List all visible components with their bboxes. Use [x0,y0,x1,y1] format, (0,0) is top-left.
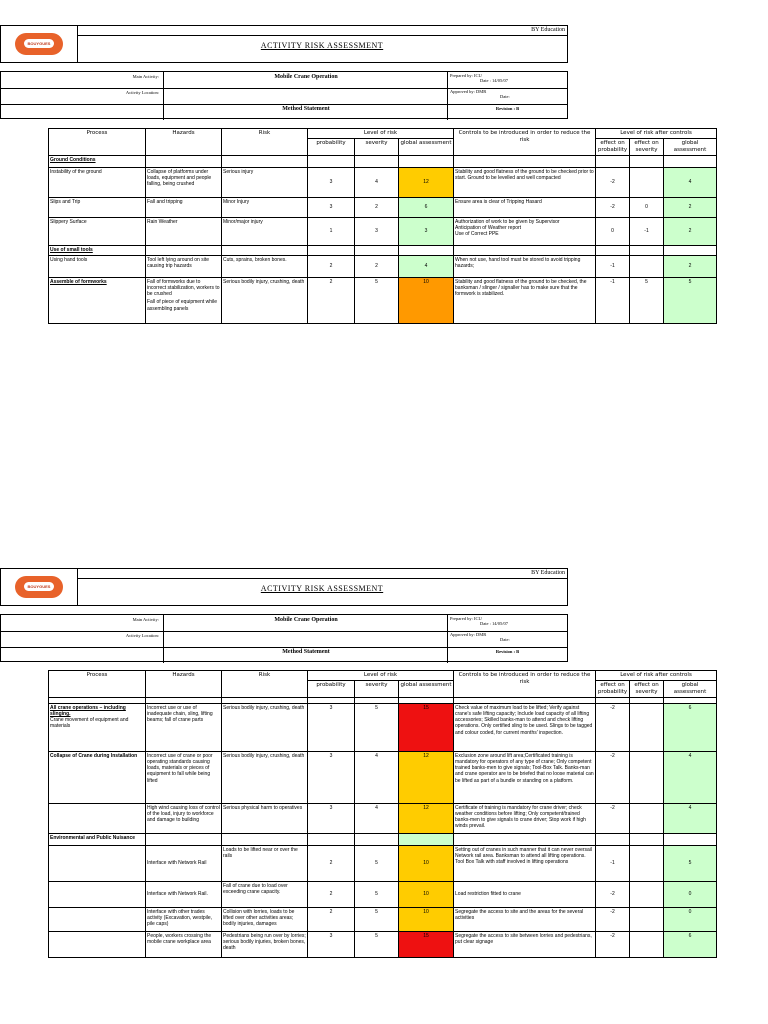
global-cell: 6 [399,197,454,217]
after-global-cell: 2 [664,217,717,245]
document-title: ACTIVITY RISK ASSESSMENT [260,584,384,593]
section-title: Ground Conditions [49,155,146,167]
info-row-activity [1,72,567,89]
col-global-after: global assessment [664,680,717,697]
probability-cell: 3 [308,931,355,957]
severity-cell: 4 [355,803,399,833]
col-global: global assessment [399,680,454,697]
effect-probability-cell: -2 [596,197,630,217]
hazard-cell [146,277,222,323]
header-box [0,25,568,63]
approved-date: Date: [500,94,510,99]
hazard-cell: Tool left lying around on site causing trip hazards [146,255,222,277]
severity-cell: 3 [355,217,399,245]
header-box [0,568,568,606]
info-row-method [1,647,567,663]
col-global: global assessment [399,138,454,155]
hazard-cell: Fall and tripping [146,197,222,217]
col-effect-severity: effect on severity [630,138,664,155]
divider [77,578,567,579]
hazard-cell: People, workers crossing the mobile crane workplace area [146,931,222,957]
approved-date: Date: [500,637,510,642]
controls-cell: Ensure area is clear of Tripping Hasard [454,197,596,217]
main-activity: Mobile Crane Operation [274,617,338,623]
table-row [49,155,717,167]
table-row [49,255,717,277]
org-name: BY Education [531,27,565,33]
probability-cell: 2 [308,277,355,323]
severity-cell: 5 [355,881,399,907]
prepared-by: Prepared by: ICU [450,73,482,78]
section-title: All crane operations – including slinging. [50,704,126,717]
process-cell: Instability of the ground [49,167,146,197]
risk-cell: Loads to be lifted near or over the rails [222,845,308,881]
col-level-of-risk: Level of risk [308,671,454,681]
logo-text: BOUYGUES [24,582,54,591]
process-cell [49,703,146,751]
process-cell: Assemble of formworks [49,277,146,323]
effect-probability-cell: -2 [596,907,630,931]
global-cell: 3 [399,217,454,245]
logo-cell [1,26,78,62]
effect-probability-cell: -1 [596,277,630,323]
severity-cell: 5 [355,907,399,931]
table-row [49,751,717,803]
hazard-cell: Interface with Network Rail. [146,881,222,907]
effect-probability-cell: -2 [596,931,630,957]
process-cell [49,803,146,833]
logo-text: BOUYGUES [24,39,54,48]
col-risk: Risk [222,671,308,698]
info-box [0,71,568,119]
probability-cell: 1 [308,217,355,245]
prepared-date: Date : 14/05/07 [480,621,508,626]
hazard-cell: High wind causing loss of control of the load, injury to workforce and damage to building [146,803,222,833]
severity-cell: 2 [355,197,399,217]
after-global-cell: 6 [664,703,717,751]
table-row [49,833,717,845]
effect-severity-cell [630,803,664,833]
hazard-cell: Collapse of platforms under loads, equipment and people falling, being crushed [146,167,222,197]
main-activity-label: Main Activity: [132,617,159,622]
severity-cell: 4 [355,167,399,197]
activity-location-label: Activity Location: [125,633,159,638]
global-cell: 12 [399,751,454,803]
process-cell [49,881,146,907]
process-cell: Collapse of Crane during Installation [49,751,146,803]
effect-severity-cell [630,845,664,881]
after-global-cell: 4 [664,751,717,803]
probability-cell: 3 [308,197,355,217]
effect-probability-cell: -2 [596,167,630,197]
process-cell: Slips and Trip [49,197,146,217]
probability-cell: 2 [308,907,355,931]
after-global-cell: 5 [664,277,717,323]
effect-severity-cell [630,751,664,803]
col-probability: probability [308,138,355,155]
info-row-location [1,88,567,105]
risk-cell: Serious bodily injury, crushing, death [222,751,308,803]
org-name: BY Education [531,570,565,576]
table-row [49,217,717,245]
controls-cell: Load restriction fitted to crane [454,881,596,907]
risk-table-1 [48,128,717,324]
controls-cell: Setting out of cranes in such manner that it can never oversail Network rail area. Banksman to attend all lifting operations. Tool Box Talk with staff involved in lifting operations [454,845,596,881]
process-cell: Using hand tools [49,255,146,277]
method-statement: Method Statement [282,649,330,655]
main-activity: Mobile Crane Operation [274,74,338,80]
approved-by: Approved by: DMR [450,89,487,94]
col-after-controls: Level of risk after controls [596,129,717,139]
col-severity: severity [355,138,399,155]
after-global-cell: 2 [664,197,717,217]
global-cell: 10 [399,845,454,881]
process-cell [49,845,146,881]
activity-location-label: Activity Location: [125,90,159,95]
after-global-cell: 4 [664,803,717,833]
effect-probability-cell: -2 [596,751,630,803]
global-cell: 12 [399,803,454,833]
process-cell [49,931,146,957]
global-cell: 10 [399,277,454,323]
probability-cell: 2 [308,255,355,277]
risk-table-2 [48,670,717,958]
hazard-cell: Interface with Network Rail [146,845,222,881]
table-row [49,703,717,751]
revision: Revision : B [447,104,567,120]
info-row-method [1,104,567,120]
after-global-cell: 0 [664,907,717,931]
hazard-cell: Incorrect use or use of inadequate chain, sling, lifting beams; fall of crane parts [146,703,222,751]
company-logo [15,33,63,55]
probability-cell: 3 [308,803,355,833]
col-severity: severity [355,680,399,697]
table-row [49,197,717,217]
process-cell: Slippery Surface [49,217,146,245]
col-controls: Controls to be introduced in order to reduce the risk [454,671,596,698]
controls-cell: Certificate of training is mandatory for crane driver; check weather conditions before lifting; Only competent/trained banks-men to give signals to crane driver; Stop work if high winds prevail. [454,803,596,833]
effect-probability-cell: 0 [596,217,630,245]
effect-severity-cell [630,881,664,907]
document-title: ACTIVITY RISK ASSESSMENT [260,41,384,50]
method-statement: Method Statement [282,106,330,112]
hazard-cell: Incorrect use of crane or poor operating standards causing loads, materials or pieces of equipment to fall while being lifted [146,751,222,803]
effect-severity-cell [630,167,664,197]
col-process: Process [49,671,146,698]
col-probability: probability [308,680,355,697]
global-cell: 15 [399,931,454,957]
effect-probability-cell: -1 [596,845,630,881]
col-level-of-risk: Level of risk [308,129,454,139]
effect-severity-cell [630,931,664,957]
col-effect-probability: effect on probability [596,680,630,697]
controls-cell: Stability and good flatness of the ground to be checked, the banksman / slinger / signaller has to make sure that the formwork is stabilized. [454,277,596,323]
col-after-controls: Level of risk after controls [596,671,717,681]
controls-cell: When not use, hand tool must be stored to avoid tripping hazards; [454,255,596,277]
effect-severity-cell: 0 [630,197,664,217]
col-controls: Controls to be introduced in order to reduce the risk [454,129,596,156]
severity-cell: 5 [355,845,399,881]
col-effect-severity: effect on severity [630,680,664,697]
section-title: Use of small tools [49,245,146,255]
table-row [49,931,717,957]
controls-cell: Exclusion zone around lift area;Certificated training is mandatory for operators of any type of crane; Only competent trained banks-men to give signals; Tool-Box Talk. Banks-man and crane operator are to be briefed that no loose material can be lifted as part of a bundle or standing on a platform. [454,751,596,803]
controls-cell: Segregate the access to site and the areas for the several activities [454,907,596,931]
after-global-cell: 4 [664,167,717,197]
hazard-line: Fall of piece of equipment while assembling panels [147,299,218,312]
after-global-cell: 0 [664,881,717,907]
effect-probability-cell: -1 [596,255,630,277]
controls-cell: Check value of maximum load to be lifted; Verify against crane's safe lifting capacity; Include load capacity of all lifting accessories; Skilled banks-man to attend and check lifting operations. Only certified sling to be used. Slings to be tagged and colour coded, for current months' inspection. [454,703,596,751]
table-row [49,845,717,881]
hazard-cell: Interface with other trades activity (Excavation, westpile, pile caps) [146,907,222,931]
severity-cell: 5 [355,277,399,323]
probability-cell: 2 [308,845,355,881]
table-row [49,167,717,197]
table-row [49,245,717,255]
section-title: Environmental and Public Nuisance [49,833,146,845]
main-activity-label: Main Activity: [132,74,159,79]
process-line: Crane movement of equipment and materials [50,717,129,730]
controls-cell [454,217,596,245]
severity-cell: 4 [355,751,399,803]
severity-cell: 5 [355,931,399,957]
effect-severity-cell [630,703,664,751]
risk-cell: Serious bodily injury, crushing, death [222,277,308,323]
col-global-after: global assessment [664,138,717,155]
company-logo [15,576,63,598]
controls-cell: Stability and good flatness of the ground to be checked prior to start. Ground to be levelled and well compacted [454,167,596,197]
col-hazards: Hazards [146,129,222,156]
col-effect-probability: effect on probability [596,138,630,155]
divider [77,35,567,36]
process-cell [49,907,146,931]
after-global-cell: 2 [664,255,717,277]
revision: Revision : B [447,647,567,663]
risk-cell: Minor Injury [222,197,308,217]
table-row [49,277,717,323]
info-row-activity [1,615,567,632]
after-global-cell: 5 [664,845,717,881]
col-risk: Risk [222,129,308,156]
table-row [49,881,717,907]
probability-cell: 3 [308,703,355,751]
risk-cell: Minor/major injury [222,217,308,245]
risk-cell: Serious physical harm to operatives [222,803,308,833]
col-process: Process [49,129,146,156]
approved-by: Approved by: DMR [450,632,487,637]
table-row [49,907,717,931]
info-row-location [1,631,567,648]
info-box [0,614,568,662]
hazard-line: Fall of formworks due to incorrect stabilization, workers to be crushed [147,278,220,298]
prepared-by: Prepared by: ICU [450,616,482,621]
global-cell: 12 [399,167,454,197]
effect-severity-cell [630,907,664,931]
effect-severity-cell: 5 [630,277,664,323]
effect-probability-cell: -2 [596,881,630,907]
header-row [49,129,717,139]
table-row [49,803,717,833]
controls-cell: Segregate the access to site between lorries and pedestrians, put clear signage [454,931,596,957]
severity-cell: 5 [355,703,399,751]
col-hazards: Hazards [146,671,222,698]
effect-severity-cell: -1 [630,217,664,245]
risk-cell: Serious bodily injury, crushing, death [222,703,308,751]
effect-probability-cell: -2 [596,803,630,833]
header-row [49,671,717,681]
global-cell: 4 [399,255,454,277]
probability-cell: 3 [308,167,355,197]
logo-cell [1,569,78,605]
global-cell: 15 [399,703,454,751]
risk-cell: Pedestrians being run over by lorries; serious bodily injuries, broken bones, death [222,931,308,957]
risk-cell: Fall of crane due to load over exceeding crane capacity. [222,881,308,907]
after-global-cell: 6 [664,931,717,957]
control-line: Use of Correct PPE [455,231,499,238]
prepared-date: Date : 14/05/07 [480,78,508,83]
severity-cell: 2 [355,255,399,277]
global-cell: 10 [399,881,454,907]
global-cell: 10 [399,907,454,931]
control-line: Anticipation of Weather report [455,224,522,231]
risk-cell: Serious injury [222,167,308,197]
risk-cell: Cuts, sprains, broken bones. [222,255,308,277]
risk-cell: Collision with lorries, loads to be lifted over other activities areas; bodily injuries, damages [222,907,308,931]
probability-cell: 3 [308,751,355,803]
effect-probability-cell: -2 [596,703,630,751]
hazard-cell: Rain Weather [146,217,222,245]
control-line: Authorization of work to be given by Supervisor [455,218,560,225]
effect-severity-cell [630,255,664,277]
probability-cell: 2 [308,881,355,907]
